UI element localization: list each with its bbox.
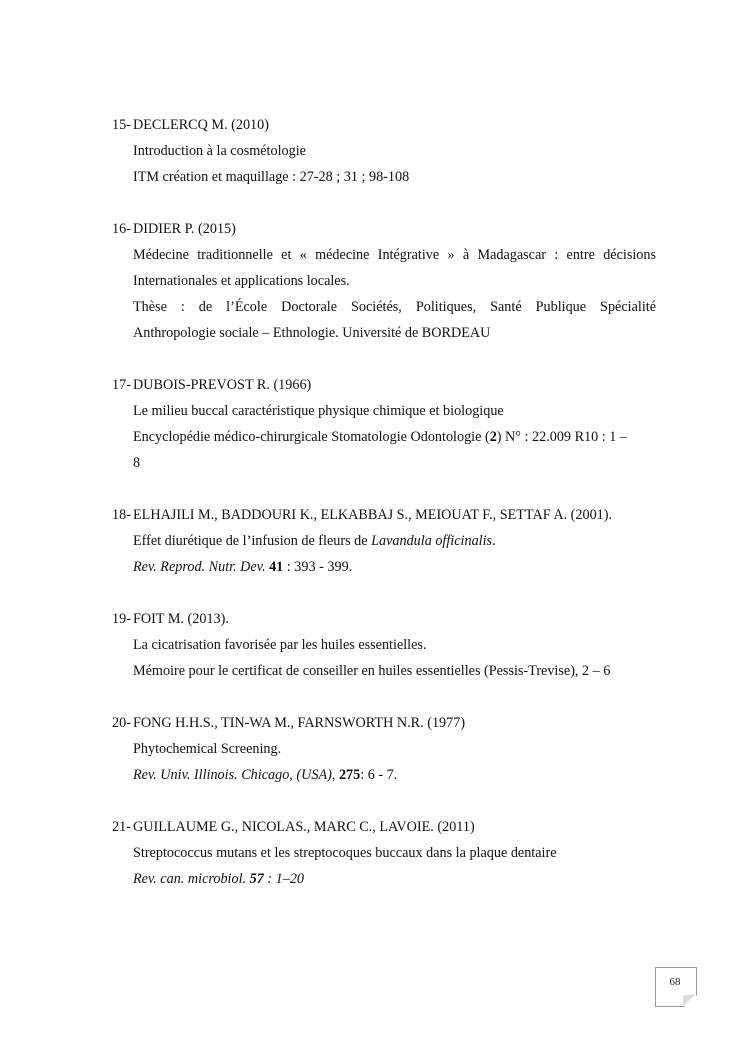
reference-volume: 57 [249, 871, 264, 887]
reference-number: 20- [112, 715, 131, 731]
reference-title: Introduction à la cosmétologie [133, 143, 306, 159]
reference-title: Le milieu buccal caractéristique physique chimique et biologique [133, 403, 504, 419]
reference-16 [112, 216, 656, 346]
reference-source [112, 424, 656, 450]
reference-author: DUBOIS-PREVOST R. (1966) [133, 377, 312, 393]
reference-source [112, 762, 656, 788]
reference-author-line [112, 372, 656, 398]
reference-source: Mémoire pour le certificat de conseiller en huiles essentielles (Pessis-Trevise), 2 – 6 [133, 663, 611, 679]
reference-pages: : 6 - 7. [360, 767, 398, 783]
reference-source-continued: Anthropologie sociale – Ethnologie. Université de BORDEAU [133, 325, 491, 341]
reference-source: ITM création et maquillage : 27-28 ; 31 ; 98-108 [133, 169, 410, 185]
reference-author-line [112, 606, 656, 632]
reference-author: FOIT M. (2013). [133, 611, 229, 627]
reference-volume: 275 [338, 767, 361, 783]
reference-pages: : 1–20 [263, 871, 305, 887]
reference-20 [112, 710, 656, 788]
reference-title: Streptococcus mutans et les streptocoques buccaux dans la plaque dentaire [133, 845, 557, 861]
reference-source-text: ) N° : 22.009 R10 : 1 – [496, 429, 627, 445]
reference-number: 19- [112, 611, 131, 627]
reference-title-text: . [492, 533, 496, 549]
reference-source [112, 866, 656, 892]
reference-title [112, 528, 656, 554]
reference-pages: : 393 - 399. [283, 559, 353, 575]
reference-17 [112, 372, 656, 476]
reference-15 [112, 112, 656, 190]
reference-18 [112, 502, 656, 580]
reference-species-name: Lavandula officinalis [371, 533, 493, 549]
reference-19 [112, 606, 656, 684]
reference-author: ELHAJILI M., BADDOURI K., ELKABBAJ S., MEIOUAT F., SETTAF A. (2001). [133, 507, 613, 523]
reference-journal: Rev. Univ. Illinois. Chicago, (USA) [133, 767, 332, 783]
reference-source: Thèse : de l’École Doctorale Sociétés, Politiques, Santé Publique Spécialité [133, 299, 656, 315]
reference-journal: Rev. can. microbiol. [133, 871, 250, 887]
reference-author-line [112, 112, 656, 138]
reference-source [112, 554, 656, 580]
reference-number: 21- [112, 819, 131, 835]
reference-journal: Rev. Reprod. Nutr. Dev. [133, 559, 266, 575]
reference-source-bold: 2 [489, 429, 497, 445]
reference-source-text: Encyclopédie médico-chirurgicale Stomatologie Odontologie ( [133, 429, 490, 445]
reference-author-line [112, 216, 656, 242]
reference-author: DECLERCQ M. (2010) [133, 117, 269, 133]
reference-author-line [112, 710, 656, 736]
reference-21 [112, 814, 656, 892]
reference-author: DIDIER P. (2015) [133, 221, 236, 237]
reference-number: 16- [112, 221, 131, 237]
reference-title: La cicatrisation favorisée par les huiles essentielles. [133, 637, 427, 653]
reference-list [112, 112, 656, 918]
reference-volume: 41 [269, 559, 284, 575]
reference-title-text: Effet diurétique de l’infusion de fleurs de [133, 533, 372, 549]
reference-title-continued: Internationales et applications locales. [133, 273, 350, 289]
reference-title: Phytochemical Screening. [133, 741, 282, 757]
reference-separator: , [331, 767, 339, 783]
reference-number: 15- [112, 117, 131, 133]
page-number: 68 [669, 976, 681, 988]
reference-title: Médecine traditionnelle et « médecine Intégrative » à Madagascar : entre décisions [133, 247, 656, 263]
reference-author: GUILLAUME G., NICOLAS., MARC C., LAVOIE. (2011) [133, 819, 475, 835]
reference-author-line [112, 502, 656, 528]
reference-number: 18- [112, 507, 131, 523]
reference-author-line [112, 814, 656, 840]
reference-number: 17- [112, 377, 131, 393]
reference-author: FONG H.H.S., TIN-WA M., FARNSWORTH N.R. (1977) [133, 715, 466, 731]
reference-source-continued: 8 [133, 455, 141, 471]
